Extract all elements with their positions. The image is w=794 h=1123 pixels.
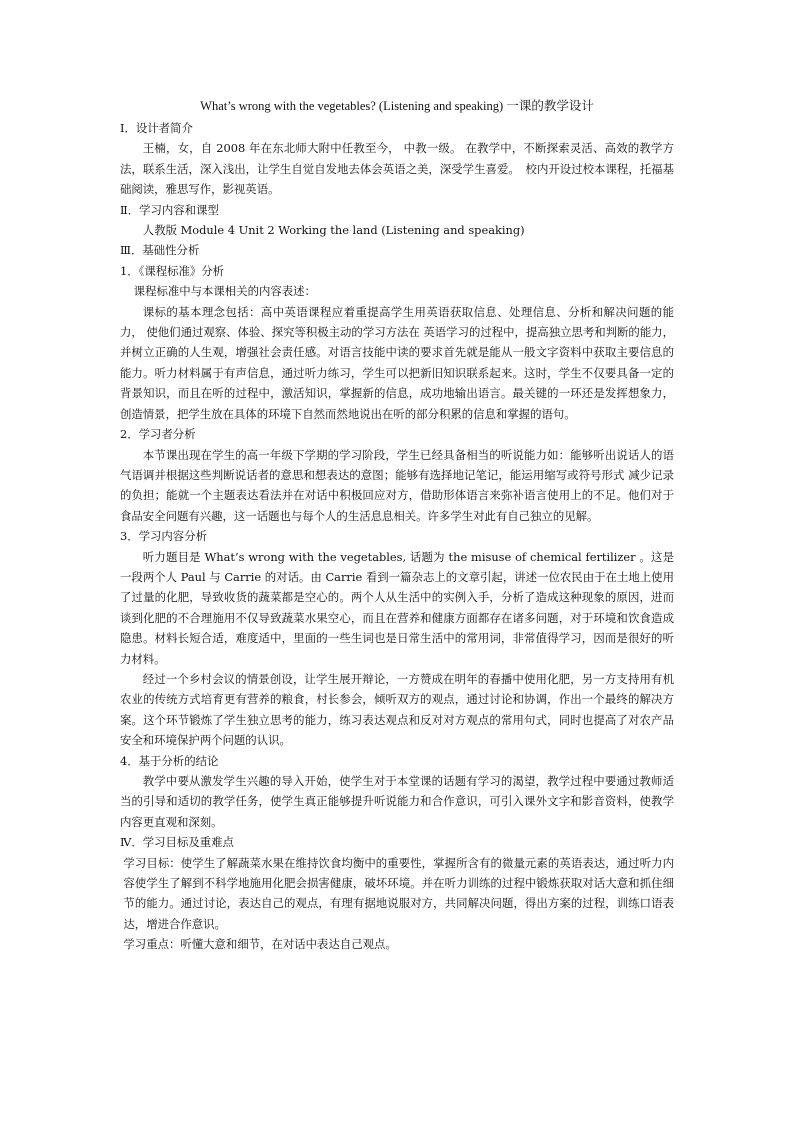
content-paragraph-1: 听力题目是 What’s wrong with the vegetables, 话题为 the misuse of chemical fertilizer 。这是一段两个人 Paul 与 Carrie 的对话。由 Carrie 看到一篇杂志上的文章引起，讲述一位农民由于在土地上使用了过量的化肥，导致收货的蔬菜都是空心的。两个人从生活中的实例入手，分析了造成这种现象的原因，进而谈到化肥的不合理施用不仅导致蔬菜水果空心，而且在营养和健康方面都存在诸多问题，对于环境和饮食造成隐患。材料长短合适，难度适中，里面的一些生词也是日常生活中的常用词，非常值得学习，因而是很好的听力材料。 [120, 549, 674, 666]
designer-paragraph: 王楠，女，自 2008 年在东北师大附中任教至今， 中教一级。 在教学中，不断探索灵活、高效的教学方法，联系生活，深入浅出，让学生自觉自发地去体会英语之美，深受学生喜爱。 校内开设过校本课程，托福基础阅读，雅思写作，影视英语。 [120, 141, 674, 197]
conclusion-heading: 4．基于分析的结论 [120, 753, 219, 768]
content-type-text: 人教版 Module 4 Unit 2 Working the land (Listening and speaking) [142, 223, 525, 238]
learning-key-point: 学习重点：听懂大意和细节，在对话中表达自己观点。 [123, 937, 397, 952]
learners-paragraph: 本节课出现在学生的高一年级下学期的学习阶段，学生已经具备相当的听说能力如：能够听出说话人的语气语调并根据这些判断说话者的意思和想表达的意图；能够有选择地记笔记，能运用缩写或符号形式 减少记录的负担；能就一个主题表达看法并在对话中积极回应对方，借助形体语言来弥补语言使用上的不足。他们对于食品安全问题有兴趣，这一话题也与每个人的生活息息相关。许多学生对此有自己独立的见解。 [120, 447, 674, 523]
section-designer-heading: Ⅰ．设计者简介 [120, 121, 193, 135]
standard-analysis-heading: 1．《课程标准》分析 [120, 263, 225, 278]
document-body [120, 118, 674, 955]
section-goals-heading: Ⅳ．学习目标及重难点 [120, 835, 234, 850]
learning-objective-paragraph: 学习目标：使学生了解蔬菜水果在维持饮食均衡中的重要性，掌握所含有的微量元素的英语表达，通过听力内容使学生了解到不科学地施用化肥会损害健康，破坏环境。并在听力训练的过程中锻炼获取对话大意和抓住细节的能力。通过讨论，表达自己的观点，有理有据地说服对方，共同解决问题，得出方案的过程，训练口语表达，增进合作意识。 [123, 855, 674, 931]
content-paragraph-2: 经过一个乡村会议的情景创设，让学生展开辩论，一方赞成在明年的春播中使用化肥，另一方支持用有机农业的传统方式培育更有营养的粮食，村长参会，倾听双方的观点，通过讨论和协调，作出一个最终的解决方案。这个环节锻炼了学生独立思考的能力，练习表达观点和反对对方观点的常用句式，同时也提高了对农产品安全和环境保护两个问题的认识。 [120, 671, 674, 748]
learners-analysis-heading: 2．学习者分析 [120, 427, 196, 442]
standard-intro: 课程标准中与本课相关的内容表述： [133, 284, 316, 299]
section-analysis-heading: Ⅲ．基础性分析 [120, 243, 200, 258]
content-analysis-heading: 3．学习内容分析 [120, 529, 207, 544]
document-title: What’s wrong with the vegetables? (Listening and speaking) 一课的教学设计 [200, 99, 594, 113]
conclusion-paragraph: 教学中要从激发学生兴趣的导入开始，使学生对于本堂课的话题有学习的渴望，教学过程中要通过教师适当的引导和适切的教学任务，使学生真正能够提升听说能力和合作意识，可引入课外文字和影音资料，使教学内容更直观和深刻。 [120, 774, 674, 829]
standard-paragraph: 课标的基本理念包括：高中英语课程应着重提高学生用英语获取信息、处理信息、分析和解决问题的能力， 使他们通过观察、体验、探究等积极主动的学习方法在 英语学习的过程中，提高独立思考和判断的能力，并树立正确的人生观，增强社会责任感。对语言技能中读的要求首先就是能从一般文字资料中获取主要信息的能力。听力材料属于有声信息，通过听力练习，学生可以把新旧知识联系起来。这时，学生不仅要具备一定的背景知识，而且在听的过程中，激活知识，掌握新的信息，成功地输出语言。最关键的一环还是发挥想象力，创造情景，把学生放在具体的环境下自然而然地说出在听的部分积累的信息和掌握的语句。 [120, 304, 674, 421]
section-content-type-heading: Ⅱ．学习内容和课型 [120, 202, 219, 217]
